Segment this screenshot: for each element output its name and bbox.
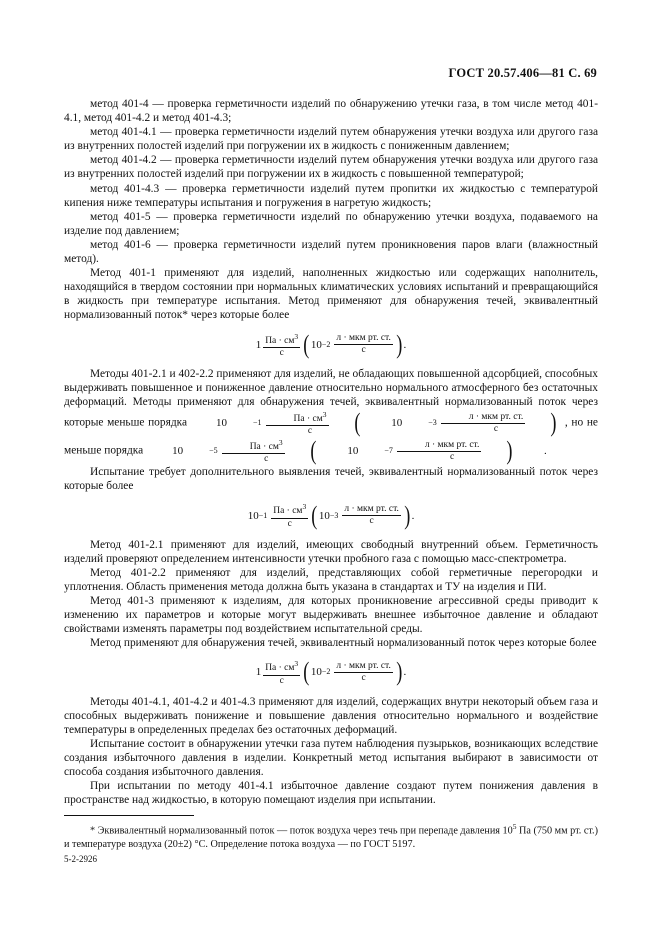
paragraph: Испытание состоит в обнаружении утечки газа путем наблюдения пузырьков, возникающих вследствие создания избыточного давления в изделии. Конкретный метод испытания выбирают в зависимости от способа создания избыточного давления. (64, 737, 598, 778)
formula-2: 10 −1 $\frac{Па \cdot см^3}{с}$ ( 10 −3 $\frac{\text{л · мкм рт. ст.}}{с}$ ) (216, 408, 557, 438)
formula-1: 1 $\frac{Па \cdot см^3}{с}$ ( 10 −2 $\frac{\text{л · мкм рт. ст.}}{с}$ ) . (255, 329, 407, 359)
formula-5: 1 $\frac{Па \cdot см^3}{с}$ ( 10 −2 $\frac{\text{л · мкм рт. ст.}}{с}$ ) . (255, 657, 407, 687)
paragraph: Метод 401-3 применяют к изделиям, для которых проникновение агрессивной среды приводит к изменению их параметров и которые могут выдерживать внешнее избыточное давление и обладают свойствами изменять параметры под воздействием испытательной среды. (64, 594, 598, 636)
page-header: ГОСТ 20.57.406—81 С. 69 (448, 66, 597, 80)
paragraph: Метод применяют для обнаружения течей, эквивалентный нормализованный поток через которые более (90, 637, 597, 650)
paragraph: метод 401-4.1 — проверка герметичности изделий путем обнаружения утечки воздуха или другого газа из внутренних полостей изделий при погружении их в жидкость с пониженным давлением; (64, 126, 598, 153)
paragraph: При испытании по методу 401-4.1 избыточное давление создают путем понижения давления в пространстве над жидкостью, в которую помещают изделия при испытании. (64, 780, 598, 807)
paragraph: метод 401-4 — проверка герметичности изделий по обнаружению утечки газа, в том числе метод 401-4.1, метод 401-4.2 и метод 401-4.3; (64, 98, 598, 125)
paragraph: Методы 401-2.1 и 402-2.2 применяют для изделий, не обладающих повышенной адсорбцией, способных выдерживать повышенное и пониженное давление относительно нормального атмосферного без остаточных деформаций. Методы применяют для обнаружения течей, эквивалентный нормализованный поток через которые меньше порядка 10 −1 $\frac{Па \cdot см^3}{с}$ ( 10 −3 $\frac{\text{л · мкм рт. ст.}}{с}$ ) , но не меньше порядка 10 −5 $\frac{Па \cdot см^3}{с}$ ( 10 −7 $\frac{\text{л · мкм рт. ст.}}{с}$ ) . (64, 367, 598, 466)
formula-4: 10 −1 $\frac{Па \cdot см^3}{с}$ ( 10 −3 $\frac{\text{л · мкм рт. ст.}}{с}$ ) . (247, 500, 415, 530)
paragraph: метод 401-4.2 — проверка герметичности изделий путем обнаружения утечки воздуха или другого газа из внутренних полостей изделий при погружении их в жидкость с повышенной температурой; (64, 154, 598, 181)
footnote: * Эквивалентный нормализованный поток — поток воздуха через течь при перепаде давления $10^5$ Па (750 мм рт. ст.) и температуре воздуха (20±2) °С. Определение потока воздуха — по ГОСТ 5197. (64, 822, 598, 850)
print-code: 5-2-2926 (64, 854, 97, 864)
paragraph: Метод 401-1 применяют для изделий, наполненных жидкостью или содержащих наполнитель, находящийся в твердом состоянии при нормальных климатических условиях испытаний и превращающийся в жидкость при температуре испытания. Метод применяют для обнаружения течей, эквивалентный нормализованный поток* через которые более (64, 267, 598, 322)
paragraph: метод 401-5 — проверка герметичности изделий по обнаружению утечки воздуха, подаваемого на изделие под давлением; (64, 210, 598, 237)
paragraph: метод 401-4.3 — проверка герметичности изделий путем пропитки их жидкостью с температурой кипения ниже температуры испытания и погружения в нагретую жидкость; (64, 182, 598, 209)
formula-3: 10 −5 $\frac{Па \cdot см^3}{с}$ ( 10 −7 $\frac{\text{л · мкм рт. ст.}}{с}$ ) . (172, 436, 547, 466)
footnote-divider (64, 815, 194, 816)
paragraph: Метод 401-2.2 применяют для изделий, представляющих собой герметичные перегородки и уплотнения. Область применения метода должна быть указана в стандартах и ТУ на изделия и ПИ. (64, 566, 598, 593)
paragraph: метод 401-6 — проверка герметичности изделий путем проникновения паров влаги (влажностный метод). (64, 238, 598, 266)
paragraph: Методы 401-4.1, 401-4.2 и 401-4.3 применяют для изделий, содержащих внутри некоторый объем газа и способных выдерживать понижение и повышение давления относительно нормального и воздействие температуры в определенных пределах без остаточных деформаций. (64, 695, 598, 736)
paragraph: Испытание требует дополнительного выявления течей, эквивалентный нормализованный поток через которые более (64, 466, 598, 493)
body-text (64, 97, 598, 851)
paragraph: Метод 401-2.1 применяют для изделий, имеющих свободный внутренний объем. Герметичность изделий проверяют определением интенсивности утечки пробного газа с помощью масс-спектрометра. (64, 538, 598, 565)
